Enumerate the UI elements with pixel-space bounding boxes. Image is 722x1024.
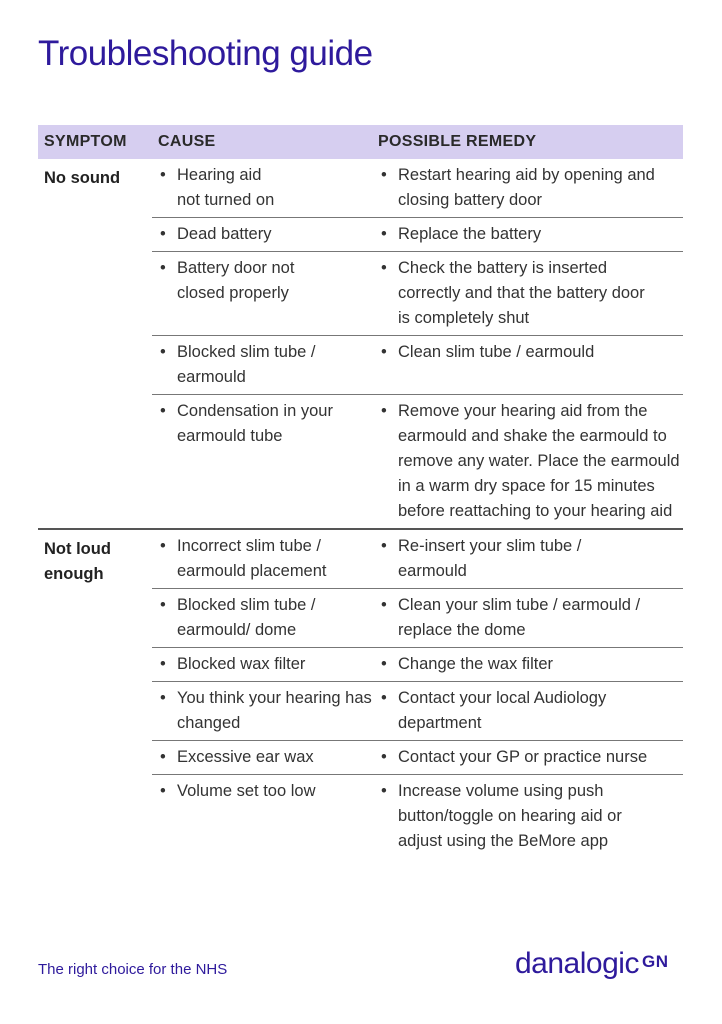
- bullet-icon: •: [381, 748, 387, 766]
- cause-text: Volume set too low: [177, 782, 316, 800]
- cause-text: Blocked slim tube / earmould: [177, 343, 316, 386]
- table-row: [152, 775, 683, 858]
- remedy-text: Contact your GP or practice nurse: [398, 748, 648, 766]
- remedy-text: Re-insert your slim tube / earmould: [398, 537, 582, 580]
- bullet-icon: •: [381, 689, 387, 707]
- troubleshooting-table: [38, 125, 683, 858]
- danalogic-logo: danalogic: [515, 947, 639, 980]
- bullet-icon: •: [381, 596, 387, 614]
- bullet-icon: •: [381, 655, 387, 673]
- table-row: [152, 218, 683, 252]
- bullet-icon: •: [160, 259, 166, 277]
- symptom-group-not-loud-enough: [38, 528, 683, 858]
- table-header: [38, 125, 683, 159]
- remedy-text: Change the wax filter: [398, 655, 554, 673]
- bullet-icon: •: [160, 689, 166, 707]
- bullet-icon: •: [381, 402, 387, 420]
- gn-logo-mark: GN: [642, 952, 669, 971]
- cause-text: Blocked slim tube / earmould/ dome: [177, 596, 316, 639]
- bullet-icon: •: [381, 166, 387, 184]
- bullet-icon: •: [160, 655, 166, 673]
- header-symptom: SYMPTOM: [44, 133, 127, 150]
- remedy-text: Clean your slim tube / earmould / replace the dome: [398, 596, 641, 639]
- cause-text: Battery door not closed properly: [177, 259, 295, 302]
- cause-text: Hearing aid not turned on: [177, 166, 275, 209]
- table-row: [152, 395, 683, 528]
- bullet-icon: •: [160, 537, 166, 555]
- symptom-label: Not loud enough: [44, 540, 111, 583]
- bullet-icon: •: [381, 225, 387, 243]
- bullet-icon: •: [160, 225, 166, 243]
- table-row: [152, 159, 683, 218]
- cause-text: Blocked wax filter: [177, 655, 306, 673]
- remedy-text: Check the battery is inserted correctly and that the battery door is completely shut: [398, 259, 645, 327]
- footer-tagline: The right choice for the NHS: [38, 961, 228, 978]
- remedy-text: Contact your local Audiology department: [398, 689, 607, 732]
- bullet-icon: •: [381, 343, 387, 361]
- bullet-icon: •: [381, 537, 387, 555]
- cause-text: Excessive ear wax: [177, 748, 314, 766]
- table-row: [152, 336, 683, 395]
- bullet-icon: •: [160, 402, 166, 420]
- table-row: [152, 648, 683, 682]
- cause-text: Condensation in your earmould tube: [177, 402, 333, 445]
- table-row: [152, 252, 683, 336]
- header-cause: CAUSE: [158, 133, 216, 150]
- page-title: Troubleshooting guide: [38, 34, 373, 73]
- bullet-icon: •: [160, 596, 166, 614]
- bullet-icon: •: [160, 782, 166, 800]
- table-row: [152, 589, 683, 648]
- bullet-icon: •: [160, 748, 166, 766]
- cause-text: You think your hearing has changed: [177, 689, 372, 732]
- remedy-text: Replace the battery: [398, 225, 542, 243]
- symptom-group-no-sound: [38, 159, 683, 528]
- table-row: [152, 530, 683, 589]
- table-row: [152, 682, 683, 741]
- cause-text: Dead battery: [177, 225, 272, 243]
- table-row: [152, 741, 683, 775]
- bullet-icon: •: [381, 782, 387, 800]
- remedy-text: Remove your hearing aid from the earmould and shake the earmould to remove any water. Place the earmould in a warm dry space for 15 minutes before reattaching to your hearing aid: [398, 402, 680, 520]
- bullet-icon: •: [381, 259, 387, 277]
- bullet-icon: •: [160, 166, 166, 184]
- remedy-text: Increase volume using push button/toggle on hearing aid or adjust using the BeMore app: [398, 782, 622, 850]
- remedy-text: Restart hearing aid by opening and closing battery door: [398, 166, 655, 209]
- header-remedy: POSSIBLE REMEDY: [378, 133, 537, 150]
- bullet-icon: •: [160, 343, 166, 361]
- remedy-text: Clean slim tube / earmould: [398, 343, 595, 361]
- cause-text: Incorrect slim tube / earmould placement: [177, 537, 327, 580]
- symptom-label: No sound: [44, 169, 121, 187]
